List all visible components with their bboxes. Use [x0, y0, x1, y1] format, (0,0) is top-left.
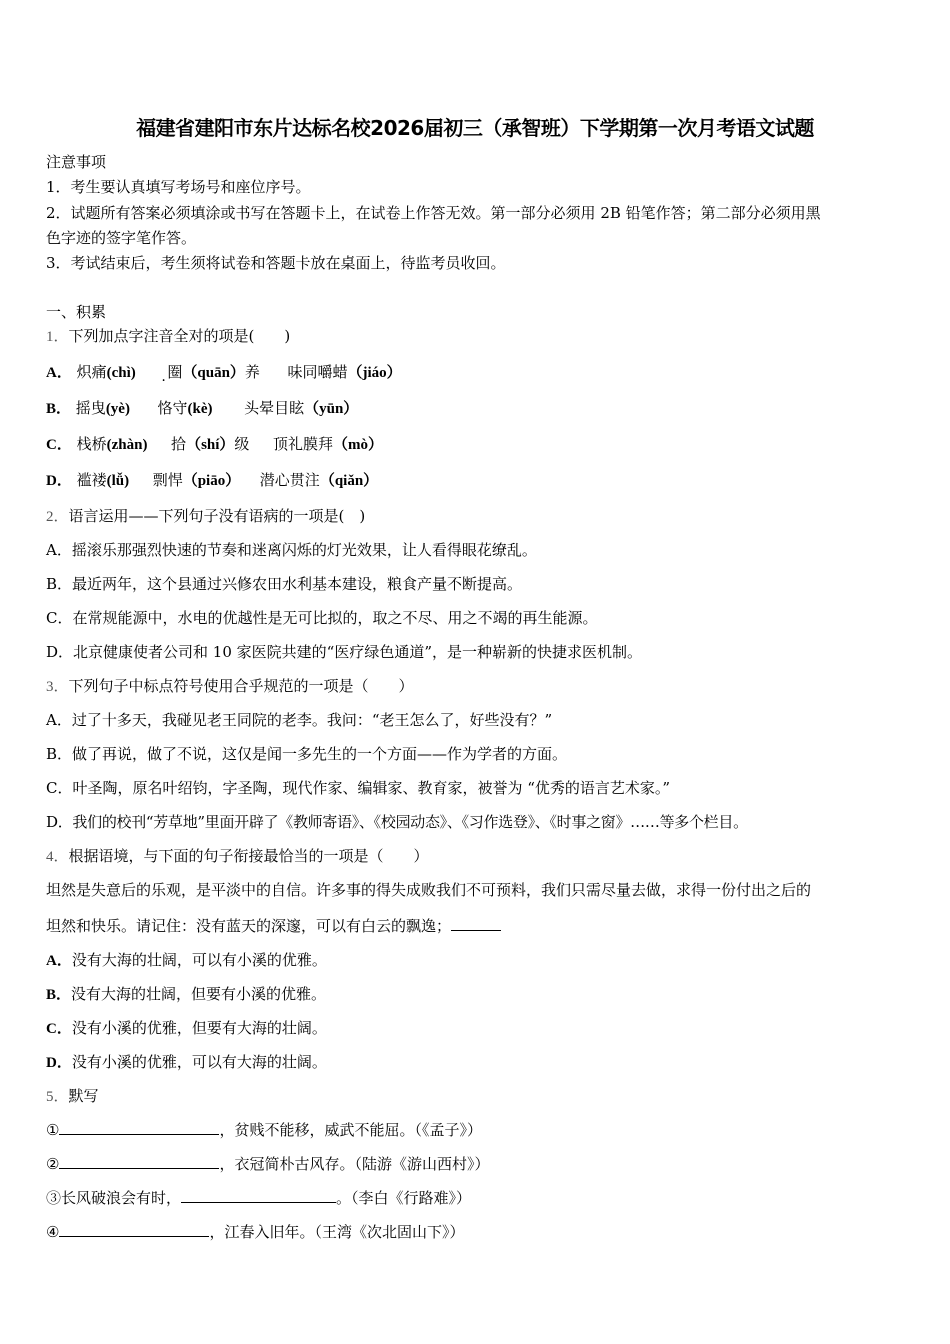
pinyin: （piāo） [182, 473, 241, 489]
q5-item-2 [46, 1154, 489, 1174]
word: 养 [244, 363, 260, 381]
q4-option-c [46, 1018, 327, 1039]
passage-text: 坦然和快乐。请记住：没有蓝天的深邃，可以有白云的飘逸； [46, 917, 452, 935]
question-stem: 下列句子中标点符号使用合乎规范的一项是（ ） [68, 677, 414, 695]
q4-passage-line-2 [46, 916, 501, 936]
question-stem: 语言运用——下列句子没有语病的一项是( ) [68, 507, 366, 525]
question-number: 4． [46, 849, 69, 865]
word: 褴褛 [76, 471, 107, 489]
pinyin: (kè) [187, 401, 213, 417]
q4-option-d [46, 1052, 327, 1073]
question-stem: 下列加点字注音全对的项是( ) [68, 327, 291, 345]
notice-item-2-cont: 色字迹的签字笔作答。 [46, 229, 197, 247]
pinyin: (chì) [106, 365, 136, 381]
q3-option-c: C．叶圣陶，原名叶绍钧，字圣陶，现代作家、编辑家、教育家，被誉为 “优秀的语言艺术家。” [46, 779, 671, 797]
word: 剽悍 [152, 471, 183, 489]
pinyin: （shí） [186, 437, 235, 453]
question-number: 2． [46, 509, 69, 525]
word: 头晕目眩 [244, 399, 305, 417]
item-text: ，衣冠简朴古风存。（陆游《游山西村》） [219, 1155, 490, 1173]
question-2 [46, 506, 365, 527]
answer-blank[interactable] [59, 1120, 219, 1135]
option-label: A． [46, 365, 72, 381]
question-stem: 默写 [68, 1087, 99, 1105]
page-title: 福建省建阳市东片达标名校2026届初三（承智班）下学期第一次月考语文试题 [136, 116, 814, 140]
option-label: B． [46, 401, 72, 417]
q1-option-a [46, 362, 402, 383]
pinyin: （mò） [333, 437, 384, 453]
word: 顶礼膜拜 [273, 435, 334, 453]
option-text: 没有小溪的优雅，但要有大海的壮阔。 [71, 1019, 327, 1037]
item-text: ，贫贱不能移，威武不能屈。（《孟子》） [219, 1121, 482, 1139]
q5-item-1 [46, 1120, 482, 1140]
option-label: D． [46, 1055, 72, 1071]
option-text: 没有大海的壮阔，但要有小溪的优雅。 [71, 985, 327, 1003]
q1-option-c [46, 434, 383, 455]
pinyin: （quān） [182, 365, 245, 381]
question-number: 5． [46, 1089, 69, 1105]
q5-item-3 [46, 1188, 471, 1208]
word: 摇曳 [75, 399, 106, 417]
item-marker: ④ [46, 1223, 60, 1241]
question-5 [46, 1086, 99, 1107]
notice-item-2: 2．试题所有答案必须填涂或书写在答题卡上，在试卷上作答无效。第一部分必须用 2B 铅笔作答；第二部分必须用黑 [46, 204, 821, 222]
pinyin: (zhàn) [106, 437, 148, 453]
q2-option-a: A．摇滚乐那强烈快速的节奏和迷离闪烁的灯光效果，让人看得眼花缭乱。 [46, 541, 537, 559]
q1-option-b [46, 398, 358, 419]
word: 味同嚼蜡 [287, 363, 348, 381]
q2-option-b: B．最近两年，这个县通过兴修农田水利基本建设，粮食产量不断提高。 [46, 575, 523, 593]
notice-item-1: 1．考生要认真填写考场号和座位序号。 [46, 178, 311, 196]
item-marker: ① [46, 1121, 60, 1139]
question-stem: 根据语境，与下面的句子衔接最恰当的一项是（ ） [68, 847, 429, 865]
pinyin: （yūn） [304, 401, 359, 417]
item-text: 长风破浪会有时， [61, 1189, 182, 1207]
word: . 圈 [167, 363, 182, 381]
item-text: 。（李白《行路难》） [336, 1189, 472, 1207]
answer-blank[interactable] [181, 1188, 336, 1203]
q3-option-a: A．过了十多天，我碰见老王同院的老李。我问：“老王怎么了，好些没有？” [46, 711, 553, 729]
option-label: B． [46, 987, 72, 1003]
answer-blank[interactable] [451, 916, 501, 931]
word: 级 [234, 435, 250, 453]
word: 潜心贯注 [259, 471, 320, 489]
q4-option-b [46, 984, 326, 1005]
word: 恪守 [157, 399, 188, 417]
word: 拾 [171, 435, 187, 453]
item-text: ，江春入旧年。（王湾《次北固山下》） [209, 1223, 465, 1241]
word: 栈桥 [76, 435, 107, 453]
question-3 [46, 676, 414, 697]
option-text: 没有大海的壮阔，可以有小溪的优雅。 [71, 951, 327, 969]
option-label: C． [46, 437, 72, 453]
pinyin: （qiǎn） [319, 473, 379, 489]
q2-option-c: C．在常规能源中，水电的优越性是无可比拟的，取之不尽、用之不竭的再生能源。 [46, 609, 598, 627]
pinyin: (yè) [105, 401, 130, 417]
notice-item-3: 3．考试结束后，考生须将试卷和答题卡放在桌面上，待监考员收回。 [46, 254, 506, 272]
q4-option-a [46, 950, 327, 971]
question-4 [46, 846, 429, 867]
item-marker: ③ [46, 1189, 62, 1207]
q3-option-b: B．做了再说，做了不说，这仅是闻一多先生的一个方面——作为学者的方面。 [46, 745, 568, 763]
pinyin: (lǚ) [106, 473, 130, 489]
pinyin: （jiáo） [347, 365, 402, 381]
question-number: 1． [46, 329, 69, 345]
question-number: 3． [46, 679, 69, 695]
option-label: D． [46, 473, 72, 489]
answer-blank[interactable] [59, 1154, 219, 1169]
q4-passage-line-1: 坦然是失意后的乐观，是平淡中的自信。许多事的得失成败我们不可预料，我们只需尽量去做，求得一份付出之后的 [46, 881, 812, 899]
option-label: C． [46, 1021, 72, 1037]
question-1 [46, 326, 290, 347]
word: 炽痛 [76, 363, 107, 381]
q3-option-d: D．我们的校刊“芳草地”里面开辟了《教师寄语》、《校园动态》、《习作选登》、《时事之窗》……等多个栏目。 [46, 813, 748, 831]
q5-item-4 [46, 1222, 464, 1242]
option-text: 没有小溪的优雅，可以有大海的壮阔。 [71, 1053, 327, 1071]
q1-option-d [46, 470, 378, 491]
option-label: A． [46, 953, 72, 969]
q2-option-d: D．北京健康使者公司和 10 家医院共建的“医疗绿色通道”，是一种崭新的快捷求医机制。 [46, 643, 642, 661]
item-marker: ② [46, 1155, 60, 1173]
section-heading: 一、积累 [46, 303, 107, 321]
answer-blank[interactable] [59, 1222, 209, 1237]
notice-heading: 注意事项 [46, 153, 107, 171]
